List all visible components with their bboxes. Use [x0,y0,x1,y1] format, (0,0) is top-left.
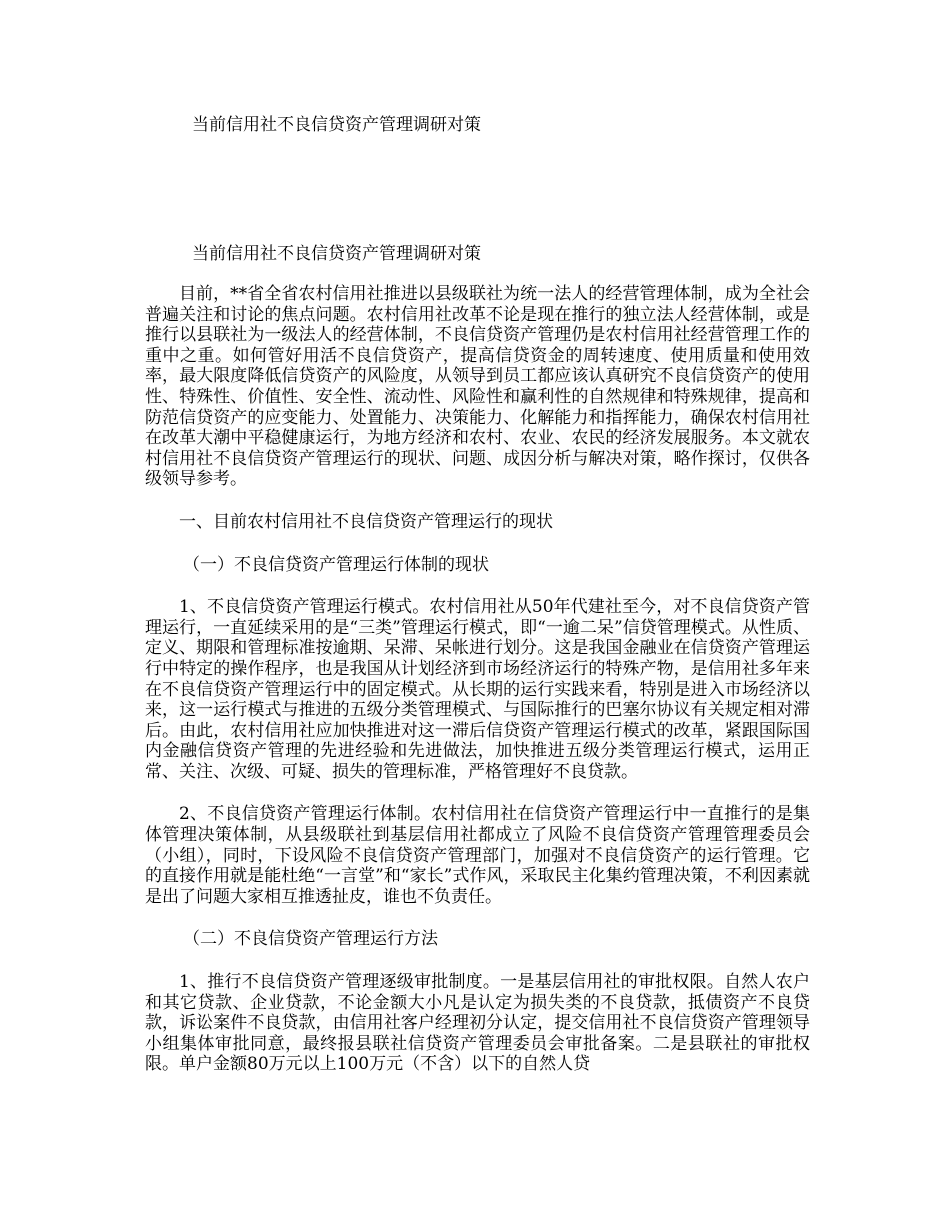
document-body [145,284,810,1097]
section-heading-1: 一、目前农村信用社不良信贷资产管理运行的现状 [179,511,553,532]
document-title: 当前信用社不良信贷资产管理调研对策 [192,244,481,264]
intro-paragraph: 目前，**省全省农村信用社推进以县级联社为统一法人的经营管理体制，成为全社会普遍关注和讨论的焦点问题。农村信用社改革不论是现在推行的独立法人经营体制，或是推行以县联社为一级法人的经营体制，不良信贷资产管理仍是农村信用社经营管理工作的重中之重。如何管好用活不良信贷资产，提高信贷资金的周转速度、使用质量和使用效率，最大限度降低信贷资产的风险度，从领导到员工都应该认真研究不良信贷资产的使用性、特殊性、价值性、安全性、流动性、风险性和赢利性的自然规律和特殊规律，提高和防范信贷资产的应变能力、处置能力、决策能力、化解能力和指挥能力，确保农村信用社在改革大潮中平稳健康运行，为地方经济和农村、农业、农民的经济发展服务。本文就农村信用社不良信贷资产管理运行的现状、问题、成因分析与解决对策，略作探讨，仅供各级领导参考。 [145,284,810,490]
subsection-heading-2: （二）不良信贷资产管理运行方法 [183,929,438,950]
subsection-heading-1: （一）不良信贷资产管理运行体制的现状 [183,554,489,575]
page-header-title: 当前信用社不良信贷资产管理调研对策 [192,115,481,135]
paragraph-operation-mode: 1、不良信贷资产管理运行模式。农村信用社从50年代建社至今，对不良信贷资产管理运行，一直延续采用的是“三类”管理运行模式，即“一逾二呆”信贷管理模式。从性质、定义、期限和管理标准按逾期、呆滞、呆帐进行划分。这是我国金融业在信贷资产管理运行中特定的操作程序，也是我国从计划经济到市场经济运行的特殊产物，是信用社多年来在不良信贷资产管理运行中的固定模式。从长期的运行实践来看，特别是进入市场经济以来，这一运行模式与推进的五级分类管理模式、与国际推行的巴塞尔协议有关规定相对滞后。由此，农村信用社应加快推进对这一滞后信贷资产管理运行模式的改革，紧跟国际国内金融信贷资产管理的先进经验和先进做法，加快推进五级分类管理运行模式，运用正常、关注、次级、可疑、损失的管理标准，严格管理好不良贷款。 [145,597,810,782]
paragraph-approval-system: 1、推行不良信贷资产管理逐级审批制度。一是基层信用社的审批权限。自然人农户和其它贷款、企业贷款，不论金额大小凡是认定为损失类的不良贷款，抵债资产不良贷款，诉讼案件不良贷款，由信用社客户经理初分认定，提交信用社不良信贷资产管理领导小组集体审批同意，最终报县联社信贷资产管理委员会审批备案。二是县联社的审批权限。单户金额80万元以上100万元（不含）以下的自然人贷 [145,972,810,1075]
paragraph-operation-system: 2、不良信贷资产管理运行体制。农村信用社在信贷资产管理运行中一直推行的是集体管理决策体制，从县级联社到基层信用社都成立了风险不良信贷资产管理管理委员会（小组），同时，下设风险不良信贷资产管理部门，加强对不良信贷资产的运行管理。它的直接作用就是能杜绝“一言堂”和“家长”式作风，采取民主化集约管理决策，不利因素就是出了问题大家相互推透扯皮，谁也不负责任。 [145,804,810,907]
